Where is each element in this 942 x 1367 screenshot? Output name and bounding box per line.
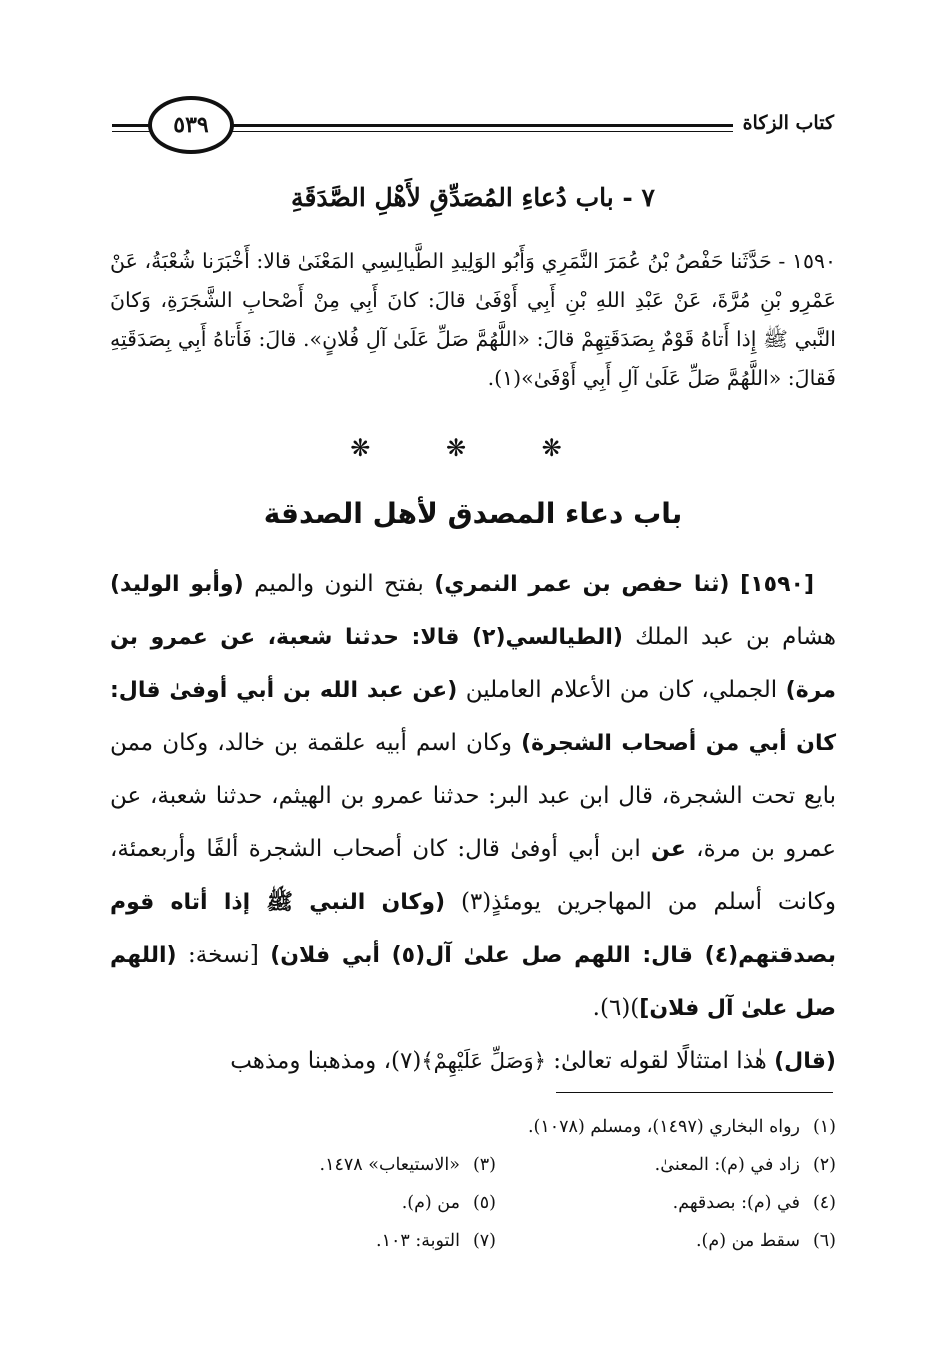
footnote-6: (٦)سقط من (م). (695, 1231, 836, 1251)
page-header (112, 96, 834, 158)
footnote-row (110, 1222, 836, 1260)
page-number-badge: ٥٣٩ (148, 96, 234, 154)
commentary-heading: باب دعاء المصدق لأهل الصدقة (263, 497, 683, 530)
text-segment: بفتح النون والميم (243, 571, 435, 597)
footnote-7: (٧)التوبة: ١٠٣. (375, 1231, 496, 1251)
text-segment: هشام بن عبد الملك (622, 624, 836, 650)
bold-text-segment: (وأبو الوليد) (110, 572, 244, 597)
running-title: كتاب الزكاة (733, 108, 834, 138)
footnote-rule (556, 1092, 833, 1093)
commentary-paragraph-2 (110, 1035, 836, 1088)
footnote-row (110, 1108, 836, 1146)
bold-text-segment: [١٥٩٠] (ثنا حفص بن عمر النمري) (434, 572, 814, 597)
footnote-4: (٤)في (م): بصدقهم. (672, 1193, 836, 1213)
footnote-5: (٥)من (م). (401, 1193, 496, 1213)
text-segment: وكان اسم أبيه علقمة بن خالد، وكان ممن بايع تحت الشجرة، قال ابن عبد البر: حدثنا عمرو بن الهيثم، حدثنا شعبة، عن عمرو بن مرة، (110, 730, 836, 862)
text-segment: )(٦). (592, 995, 640, 1021)
bold-text-segment: (وكان النبي ﷺ إذا أتاه قوم بصدقتهم(٤) قال: اللهم صل علىٰ آل(٥) أبي فلان) (110, 890, 836, 968)
footnote-1: (١)رواه البخاري (١٤٩٧)، ومسلم (١٠٧٨). (527, 1117, 836, 1137)
bold-text-segment: (قال) (774, 1049, 836, 1074)
text-segment: الجملي، كان من الأعلام العاملين (457, 677, 786, 703)
bold-text-segment: عن (651, 837, 686, 862)
text-segment: (٧)، ومذهبنا ومذهب (230, 1048, 422, 1074)
text-segment: [نسخة: (176, 942, 271, 968)
bold-text-segment: (اللهم صل علىٰ آل فلان] (110, 943, 836, 1021)
footnote-row (110, 1184, 836, 1222)
hadith-text: ١٥٩٠ - حَدَّثَنا حَفْصُ بْنُ عُمَرَ النَّمَرِي وَأَبُو الوَلِيدِ الطَّيالِسِي المَعْنَىٰ قالا: أَخْبَرَنا شُعْبَةُ، عَنْ عَمْرِو بْنِ مُرَّةَ، عَنْ عَبْدِ اللهِ بْنِ أَبِي أَوْفَىٰ قالَ: كانَ أَبِي مِنْ أَصْحابِ الشَّجَرَةِ، وَكانَ النَّبي ﷺ إِذا أَتاهُ قَوْمٌ بِصَدَقَتِهِمْ قالَ: «اللَّهُمَّ صَلِّ عَلَىٰ آلِ فُلانٍ». قالَ: فَأَتاهُ أَبِي بِصَدَقَتِهِ فَقالَ: «اللَّهُمَّ صَلِّ عَلَىٰ آلِ أَبِي أَوْفَىٰ»(١). (110, 249, 836, 390)
text-segment: ابن أبي أوفىٰ قال: كان أصحاب الشجرة ألفًا وأربعمئة، وكانت أسلم من المهاجرين يومئذٍ(٣) (110, 836, 836, 915)
commentary-body (110, 558, 836, 1088)
footnote-3: (٣)«الاستيعاب» ١٤٧٨. (319, 1155, 496, 1175)
bold-text-segment: (الطيالسي(٢) قالا: حدثنا شعبة، عن عمرو بن مرة) (110, 625, 836, 703)
footnote-2: (٢)زاد في (م): المعنىٰ. (654, 1155, 836, 1175)
text-segment: هٰذا امتثالًا لقوله تعالىٰ: (545, 1048, 775, 1074)
bold-text-segment: (عن عبد الله بن أبي أوفىٰ قال: كان أبي من أصحاب الشجرة) (110, 678, 837, 756)
section-separator: ❋ ❋ ❋ (350, 434, 596, 462)
footnote-row (110, 1146, 836, 1184)
quran-quote: ﴿وَصَلِّ عَلَيْهِمْ﴾ (421, 1049, 546, 1073)
footnotes (110, 1108, 836, 1260)
chapter-heading: ٧ - باب دُعاءِ المُصَدِّقِ لأَهْلِ الصَّدَقَةِ (291, 183, 655, 212)
commentary-paragraph-1 (110, 558, 836, 1035)
